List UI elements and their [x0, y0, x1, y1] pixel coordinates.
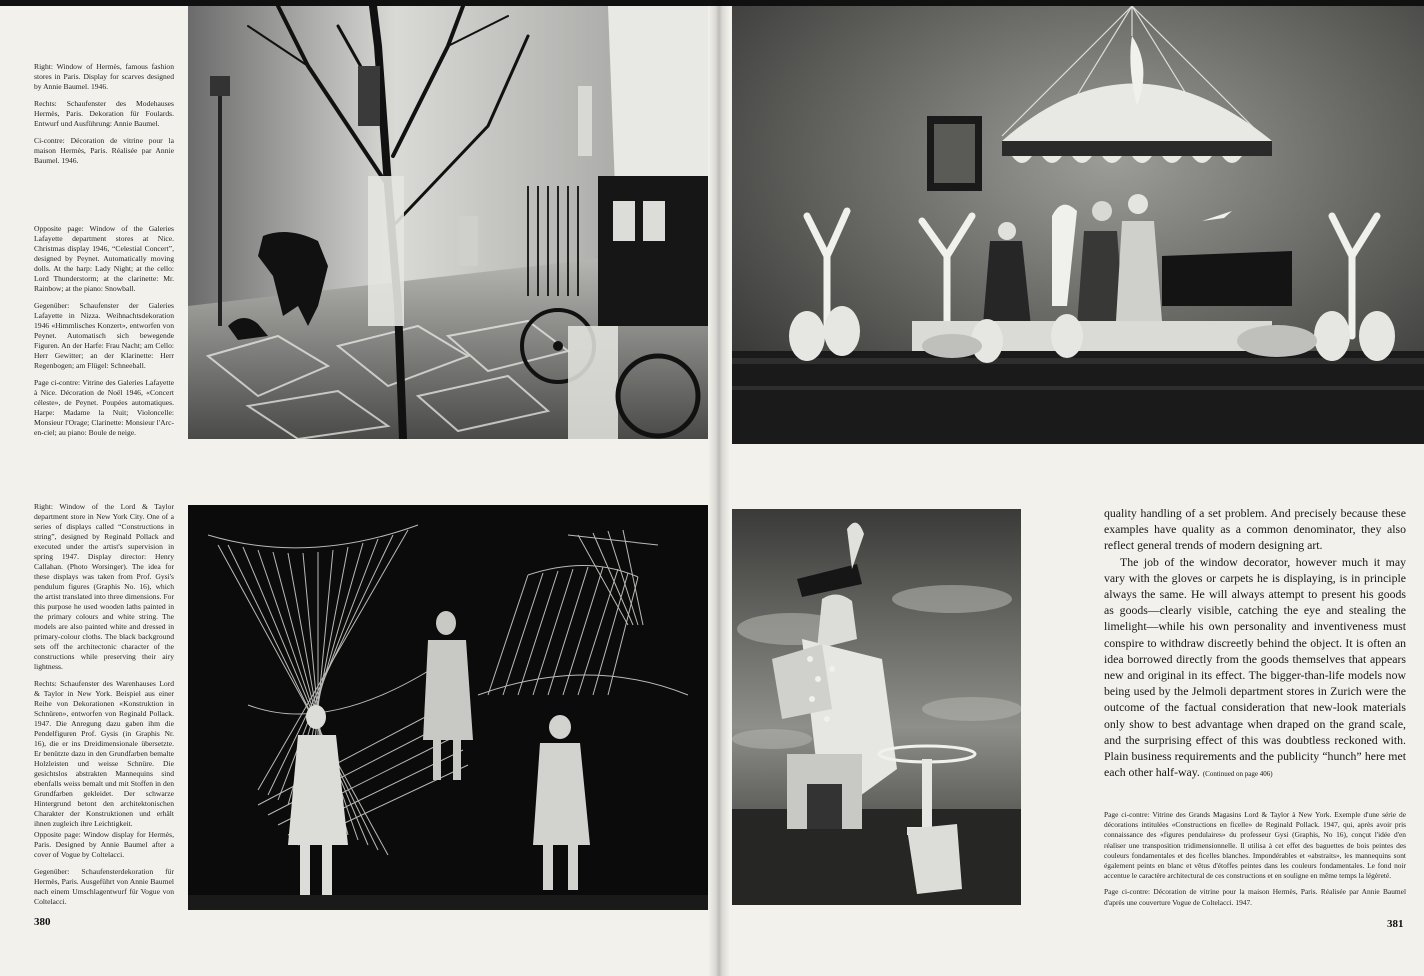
caption-lord-taylor [34, 502, 174, 836]
body-paragraph-1: quality handling of a set problem. And precisely because these examples have quality as a common denominator, they also reflect general trends of modern designing art. [1104, 506, 1406, 553]
article-body-text [1104, 505, 1406, 782]
caption-fr: Ci-contre: Décoration de vitrine pour la maison Hermès, Paris. Réalisée par Annie Baumel. 1946. [34, 136, 174, 165]
photo-lord-taylor-string-constructions [188, 505, 708, 910]
continued-note: (Continued on page 406) [1202, 770, 1273, 779]
caption-french-right [1104, 810, 1406, 914]
caption-en: Right: Window of the Lord & Taylor department store in New York City. One of a series of displays called “Constructions in string”, designed by Reginald Pollack and executed under the artist's supervision in spring 1947. Display director: Henry Callahan. (Photo Worsinger). The idea for these displays was taken from Prof. Gysi's pendulum figures (Graphis No. 16), which the artist translated into three dimensions. For this purpose he used wooden laths painted in the primary colours and white string. The models are also painted white and dressed in primary-colour cloths. The black background sets off the architectonic character of the constructions while preserving their airy lightness. [34, 502, 174, 671]
caption-en: Right: Window of Hermès, famous fashion stores in Paris. Display for scarves designed by Annie Baumel. 1946. [34, 62, 174, 91]
caption-de: Gegenüber: Schaufensterdekoration für Hermès, Paris. Ausgeführt von Annie Baumel nach einem Umschlagentwurf für Vogue von Coltelacci. [34, 867, 174, 906]
caption-en: Opposite page: Window of the Galeries Lafayette department stores at Nice. Christmas display 1946, “Celestial Concert”, designed by Peynet. Automatically moving dolls. At the harp: Lady Night; at the cello: Lord Thunderstorm; at the clarinette: Mr. Rainbow; at the piano: Snowball. [34, 224, 174, 293]
photo-hermes-vogue-window [732, 509, 1021, 905]
caption-hermes-window [34, 62, 174, 173]
caption-en: Opposite page: Window display for Hermès, Paris. Designed by Annie Baumel after a cover of Vogue by Coltelacci. [34, 830, 174, 859]
caption-fr-hermes-vogue: Page ci-contre: Décoration de vitrine pour la maison Hermès, Paris. Réalisée par Annie Baumel d'après une couverture Vogue de Coltelacci. 1947. [1104, 887, 1406, 907]
caption-de: Gegenüber: Schaufenster der Galeries Lafayette in Nizza. Weihnachtsdekoration 1946 «Himmlisches Konzert», entworfen von Peynet. Automatisch sich bewegende Figuren. An der Harfe: Frau Nacht; am Cello: Herr Gewitter; an der Klarinette: Herr Regenbogen; am Flügel: Schneeball. [34, 301, 174, 370]
caption-de: Rechts: Schaufenster des Modehauses Hermès, Paris. Dekoration für Foulards. Entwurf und Ausführung: Annie Baumel. [34, 99, 174, 128]
caption-fr-lord-taylor: Page ci-contre: Vitrine des Grands Magasins Lord & Taylor à New York. Exemple d'une série de décorations intitulées «Constructions en ficelle» de Reginald Pollack. 1947, qui, après avoir pris connaissance des «figures pendulaires» du professeur Gysi (Graphis, No 16), conçut l'idée d'en réaliser une transposition tridimensionnelle. Il utilisa à cet effet des baguettes de bois peintes des couleurs fondamentales et des ficelles blanches. Impondérables et «abstraits», les mannequins sont également peints en blanc et vêtus d'étoffes peintes dans les couleurs fondamentales. Le fond noir accentue le caractère architectural de ces constructions et en souligne en même temps la légèreté. [1104, 810, 1406, 881]
body-paragraph-2-text: The job of the window decorator, however much it may vary with the gloves or carpets he is displaying, is in principle always the same. He will always attempt to present his goods as goods—clearly visible, catching the eye and stealing the limelight—while his own personality and inventiveness must conspire to withdraw discreetly behind the object. It is often an idea borrowed directly from the goods themselves that appears new and original in its effect. The bigger-than-life models now being used by the Jelmoli department stores in Zurich were the outcome of the factual consideration that new-look materials only show to best advantage when draped on the grand scale, and the surprising effect of this was doubtless reckoned with. Plain business requirements and the publicity “hunch” here met each other half-way. [1104, 554, 1406, 780]
body-paragraph-2 [1104, 554, 1406, 783]
photo-celestial-concert-window [732, 6, 1424, 444]
page-number-left: 380 [34, 916, 51, 928]
photo-hermes-scarves-window [188, 6, 708, 439]
page-gutter [708, 0, 730, 976]
caption-fr: Page ci-contre: Vitrine des Galeries Lafayette à Nice. Décoration de Noël 1946, «Concert céleste», de Peynet. Poupées automatiques. Harpe: Madame la Nuit; Violoncelle: Monsieur l'Orage; Clarinette: Monsieur l'Arc-en-ciel; au piano: Boule de neige. [34, 378, 174, 437]
caption-hermes-vogue [34, 830, 174, 914]
caption-de: Rechts: Schaufenster des Warenhauses Lord & Taylor in New York. Beispiel aus einer Reihe von Dekorationen «Konstruktion in Schnüren», entworfen von Reginald Pollack. 1947. Die Anregung dazu gaben ihm die Pendelfiguren Prof. Gysis (in Graphis Nr. 16), die er ins Dreidimensionale übersetzte. Er benützte dazu in den Grundfarben bemalte Holzleisten und weisse Schnüre. Die gesichtslos abstrakten Mannequins sind ebenfalls weiss bemalt und mit Stoffen in den Grundfarben gekleidet. Der schwarze Hintergrund betont den architektonischen Charakter der Konstruktionen und erhält ihnen zugleich ihre Leichtigkeit. [34, 679, 174, 828]
caption-galeries-lafayette [34, 224, 174, 445]
page-number-right: 381 [1387, 918, 1404, 930]
